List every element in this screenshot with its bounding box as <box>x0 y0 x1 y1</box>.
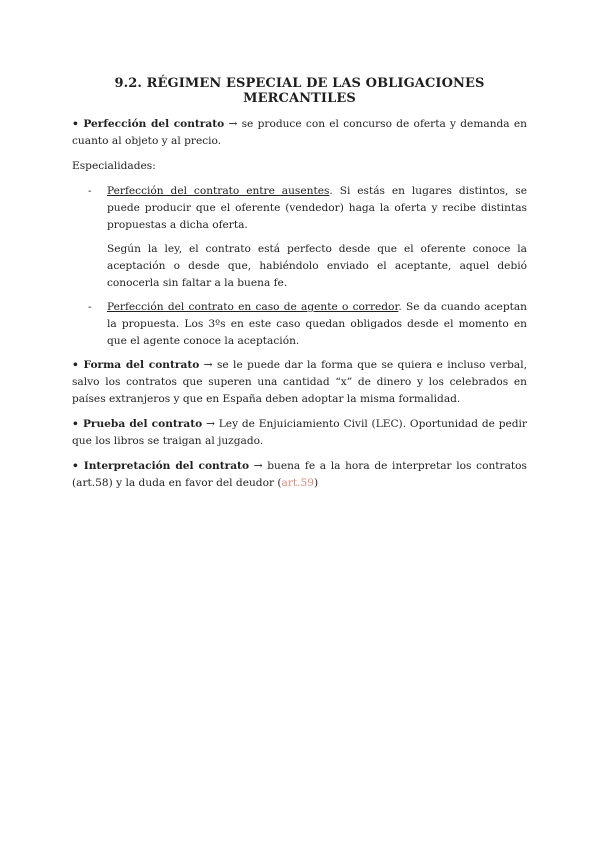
definition-text: se produce con el concurso de oferta y demanda en cuanto al objeto y al precio. <box>72 118 527 147</box>
especialidades-label: Especialidades: <box>72 160 156 172</box>
bullet: • <box>72 359 84 371</box>
dash-marker: - <box>88 185 92 197</box>
bullet: • <box>72 460 84 472</box>
arrow-icon: → <box>202 418 219 430</box>
arrow-icon: → <box>249 460 268 472</box>
definition-text: buena fe a la hora de interpretar los contratos (art.58) y la duda en favor del deudor ( <box>72 460 527 489</box>
bullet: • <box>72 118 84 130</box>
definition-text: Ley de Enjuiciamiento Civil (LEC). Oportunidad de pedir que los libros se traigan al juzgado. <box>72 418 527 447</box>
list-item-text <box>107 299 527 350</box>
arrow-icon: → <box>224 118 242 130</box>
paragraph-forma <box>72 357 527 408</box>
arrow-icon: → <box>199 359 217 371</box>
closing-paren: ) <box>314 477 319 489</box>
list-item-body: . Si estás en lugares distintos, se puede producir que el oferente (vendedor) haga la oferta y recibe distintas propuestas a dicha oferta. <box>107 185 527 231</box>
paragraph-prueba <box>72 416 527 450</box>
paragraph-perfeccion <box>72 116 527 150</box>
bullet: • <box>72 418 83 430</box>
list-item-text <box>107 183 527 234</box>
term-forma: Forma del contrato <box>83 359 200 371</box>
document-page <box>72 76 527 500</box>
list-item-body: . Se da cuando aceptan la propuesta. Los 3ºs en este caso quedan obligados desde el momento en que el agente conoce la aceptación. <box>107 301 528 347</box>
list-item <box>72 299 527 350</box>
dash-marker: - <box>88 301 92 313</box>
definition-text: se le puede dar la forma que se quiera e incluso verbal, salvo los contratos que superen una cantidad “x” de dinero y los celebrados en países extranjeros y que en España deben adoptar la misma formalidad. <box>72 359 527 405</box>
article-link[interactable]: art.59 <box>281 477 315 489</box>
term-perfeccion: Perfección del contrato <box>83 118 225 130</box>
list-item-extra: Según la ley, el contrato está perfecto desde que el oferente conoce la aceptación o desde que, habiéndolo enviado el aceptante, aquel debió conocerla sin faltar a la buena fe. <box>107 243 527 289</box>
term-prueba: Prueba del contrato <box>82 418 203 430</box>
list-item <box>72 183 527 292</box>
list-item-heading: Perfección del contrato entre ausentes <box>107 185 330 197</box>
especialidades-list <box>72 183 527 350</box>
term-interpretacion: Interpretación del contrato <box>83 460 250 472</box>
paragraph-interpretacion <box>72 458 527 492</box>
section-title: 9.2. RÉGIMEN ESPECIAL DE LAS OBLIGACIONES MERCANTILES <box>114 76 485 106</box>
list-item-heading: Perfección del contrato en caso de agente o corredor <box>107 301 399 313</box>
